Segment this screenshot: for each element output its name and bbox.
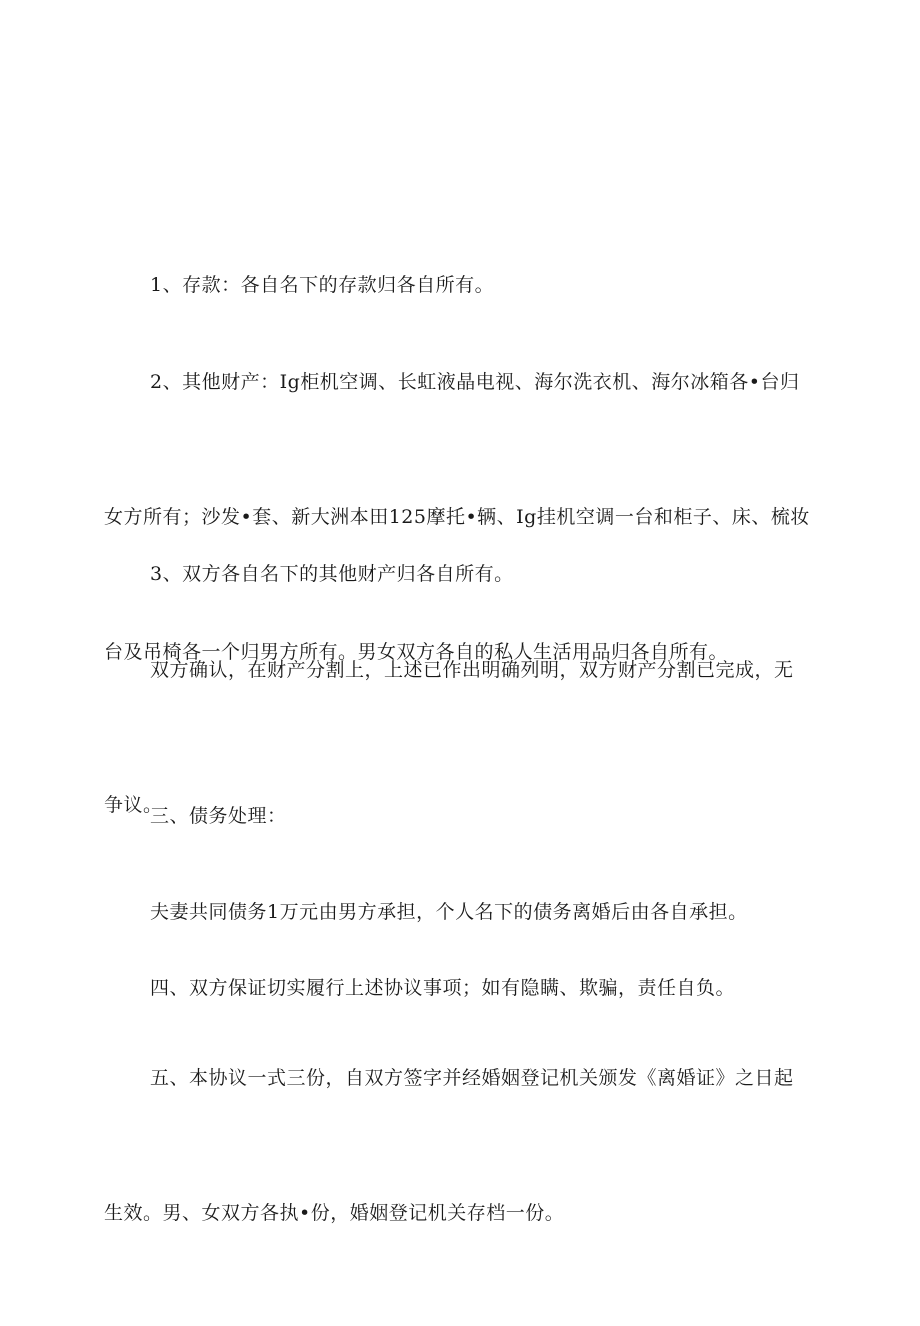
text-line: 3、双方各自名下的其他财产归各自所有。 (150, 563, 514, 585)
text-line: 生效。男、女双方各执•份，婚姻登记机关存档一份。 (104, 1202, 565, 1224)
text-line: 女方所有；沙发•套、新大洲本田125摩托•辆、Ig挂机空调一台和柜子、床、梳妆 (104, 506, 810, 528)
text-line: 五、本协议一式三份，自双方签字并经婚姻登记机关颁发《离婚证》之日起 (150, 1067, 794, 1089)
text-line: 争议。 (104, 794, 163, 816)
text-line: 台及吊椅各一个归男方所有。男女双方各自的私人生活用品归各自所有。 (104, 641, 729, 663)
text-line: 三、债务处理： (150, 805, 287, 827)
text-line: 2、其他财产：Ig柜机空调、长虹液晶电视、海尔洗衣机、海尔冰箱各•台归 (150, 371, 800, 393)
text-line: 四、双方保证切实履行上述协议事项；如有隐瞒、欺骗，责任自负。 (150, 977, 736, 999)
text-line: 1、存款：各自名下的存款归各自所有。 (150, 274, 495, 296)
paragraph-copies (104, 966, 824, 1326)
text-line: 双方确认，在财产分割上，上述已作出明确列明，双方财产分割已完成，无 (150, 659, 794, 681)
text-line: 夫妻共同债务1万元由男方承担，个人名下的债务离婚后由各自承担。 (150, 901, 748, 923)
